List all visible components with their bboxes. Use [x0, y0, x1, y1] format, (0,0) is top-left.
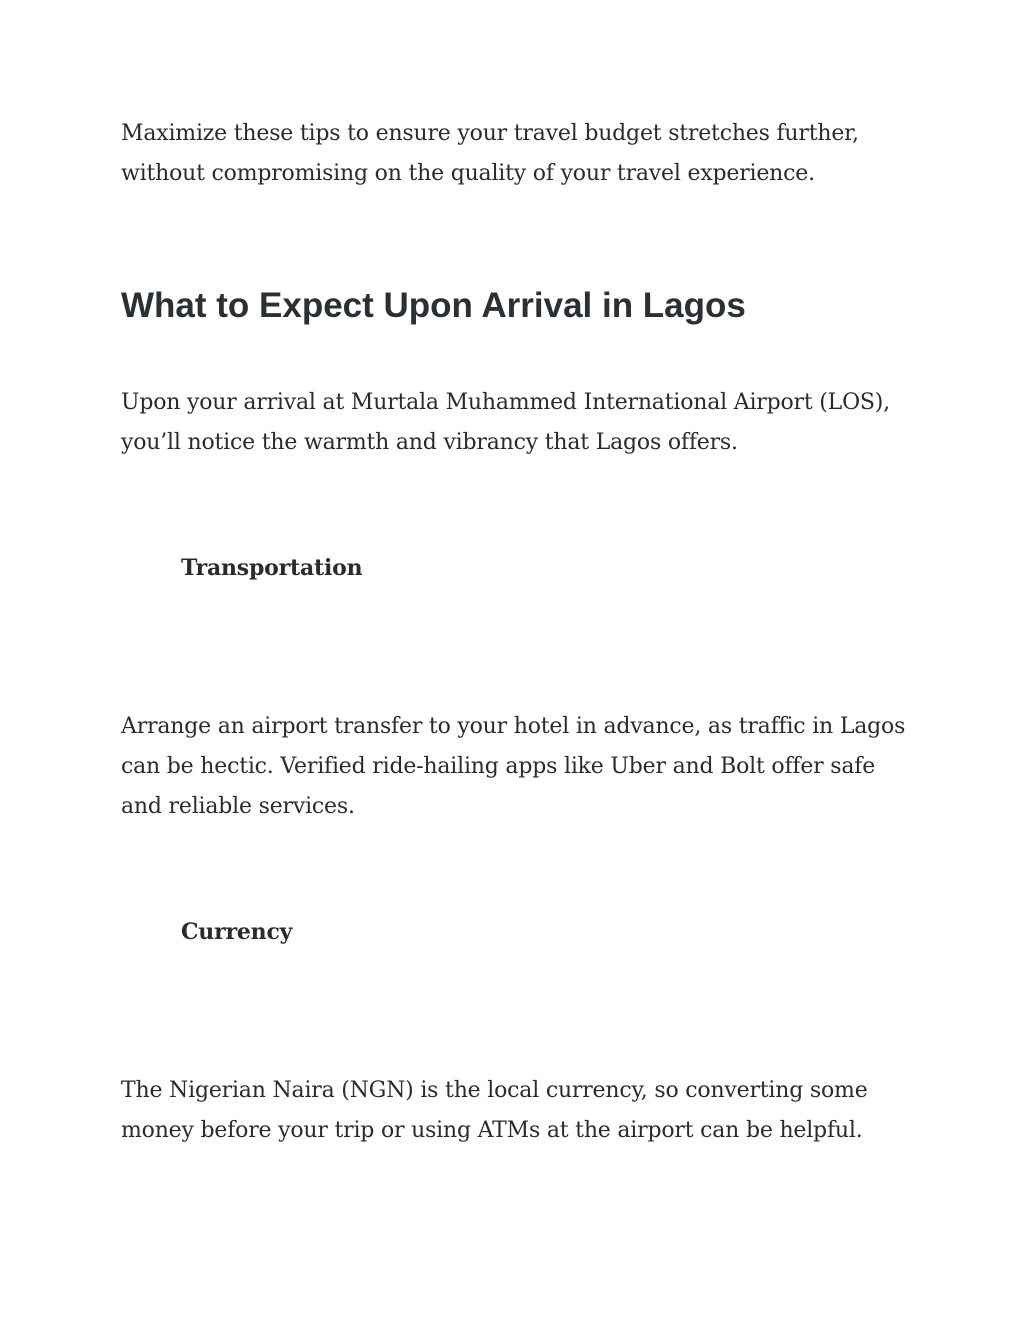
intro-paragraph: Maximize these tips to ensure your travel budget stretches further, without compromising on the quality of your travel experience. — [121, 121, 859, 186]
arrival-paragraph: Upon your arrival at Murtala Muhammed International Airport (LOS), you’ll notice the warmth and vibrancy that Lagos offers. — [121, 390, 890, 455]
currency-subheading: Currency — [181, 919, 293, 945]
currency-paragraph: The Nigerian Naira (NGN) is the local currency, so converting some money before your trip or using ATMs at the airport can be helpful. — [121, 1078, 868, 1143]
transportation-paragraph: Arrange an airport transfer to your hotel in advance, as traffic in Lagos can be hectic. Verified ride-hailing apps like Uber and Bolt offer safe and reliable services. — [121, 714, 906, 819]
arrival-heading: What to Expect Upon Arrival in Lagos — [121, 286, 746, 325]
transportation-subheading: Transportation — [181, 555, 363, 581]
